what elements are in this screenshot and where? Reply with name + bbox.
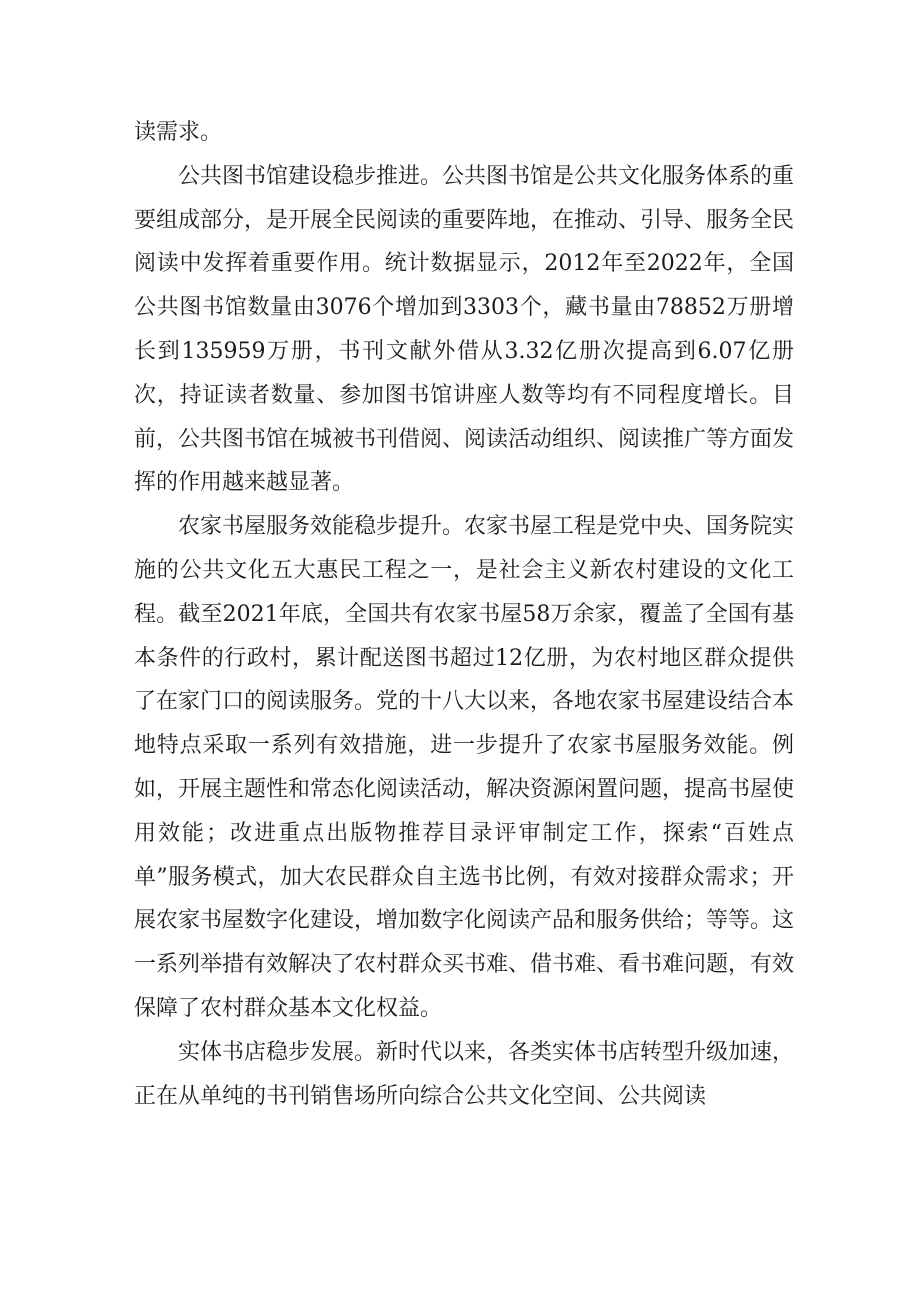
paragraph-physical-bookstores: 实体书店稳步发展。新时代以来，各类实体书店转型升级加速，正在从单纯的书刊销售场所向综合公共文化空间、公共阅读 [134,1039,795,1109]
paragraph-public-libraries: 公共图书馆建设稳步推进。公共图书馆是公共文化服务体系的重要组成部分，是开展全民阅读的重要阵地，在推动、引导、服务全民阅读中发挥着重要作用。统计数据显示，2012年至2022年，全国公共图书馆数量由3076个增加到3303个，藏书量由78852万册增长到135959万册，书刊文献外借从3.32亿册次提高到6.07亿册次，持证读者数量、参加图书馆讲座人数等均有不同程度增长。目前，公共图书馆在城被书刊借阅、阅读活动组织、阅读推广等方面发挥的作用越来越显著。 [134,163,795,496]
paragraph-rural-reading-rooms: 农家书屋服务效能稳步提升。农家书屋工程是党中央、国务院实施的公共文化五大惠民工程之一，是社会主义新农村建设的文化工程。截至2021年底，全国共有农家书屋58万余家，覆盖了全国有基本条件的行政村，累计配送图书超过12亿册，为农村地区群众提供了在家门口的阅读服务。党的十八大以来，各地农家书屋建设结合本地特点采取一系列有效措施，进一步提升了农家书屋服务效能。例如，开展主题性和常态化阅读活动，解决资源闲置问题，提高书屋使用效能；改进重点出版物推荐目录评审制定工作，探索“百姓点单”服务模式，加大农民群众自主选书比例，有效对接群众需求；开展农家书屋数字化建设，增加数字化阅读产品和服务供给；等等。这一系列举措有效解决了农村群众买书难、借书难、看书难问题，有效保障了农村群众基本文化权益。 [134,514,795,1021]
paragraph-continuation: 读需求。 [134,120,223,145]
body-text [134,111,794,1118]
